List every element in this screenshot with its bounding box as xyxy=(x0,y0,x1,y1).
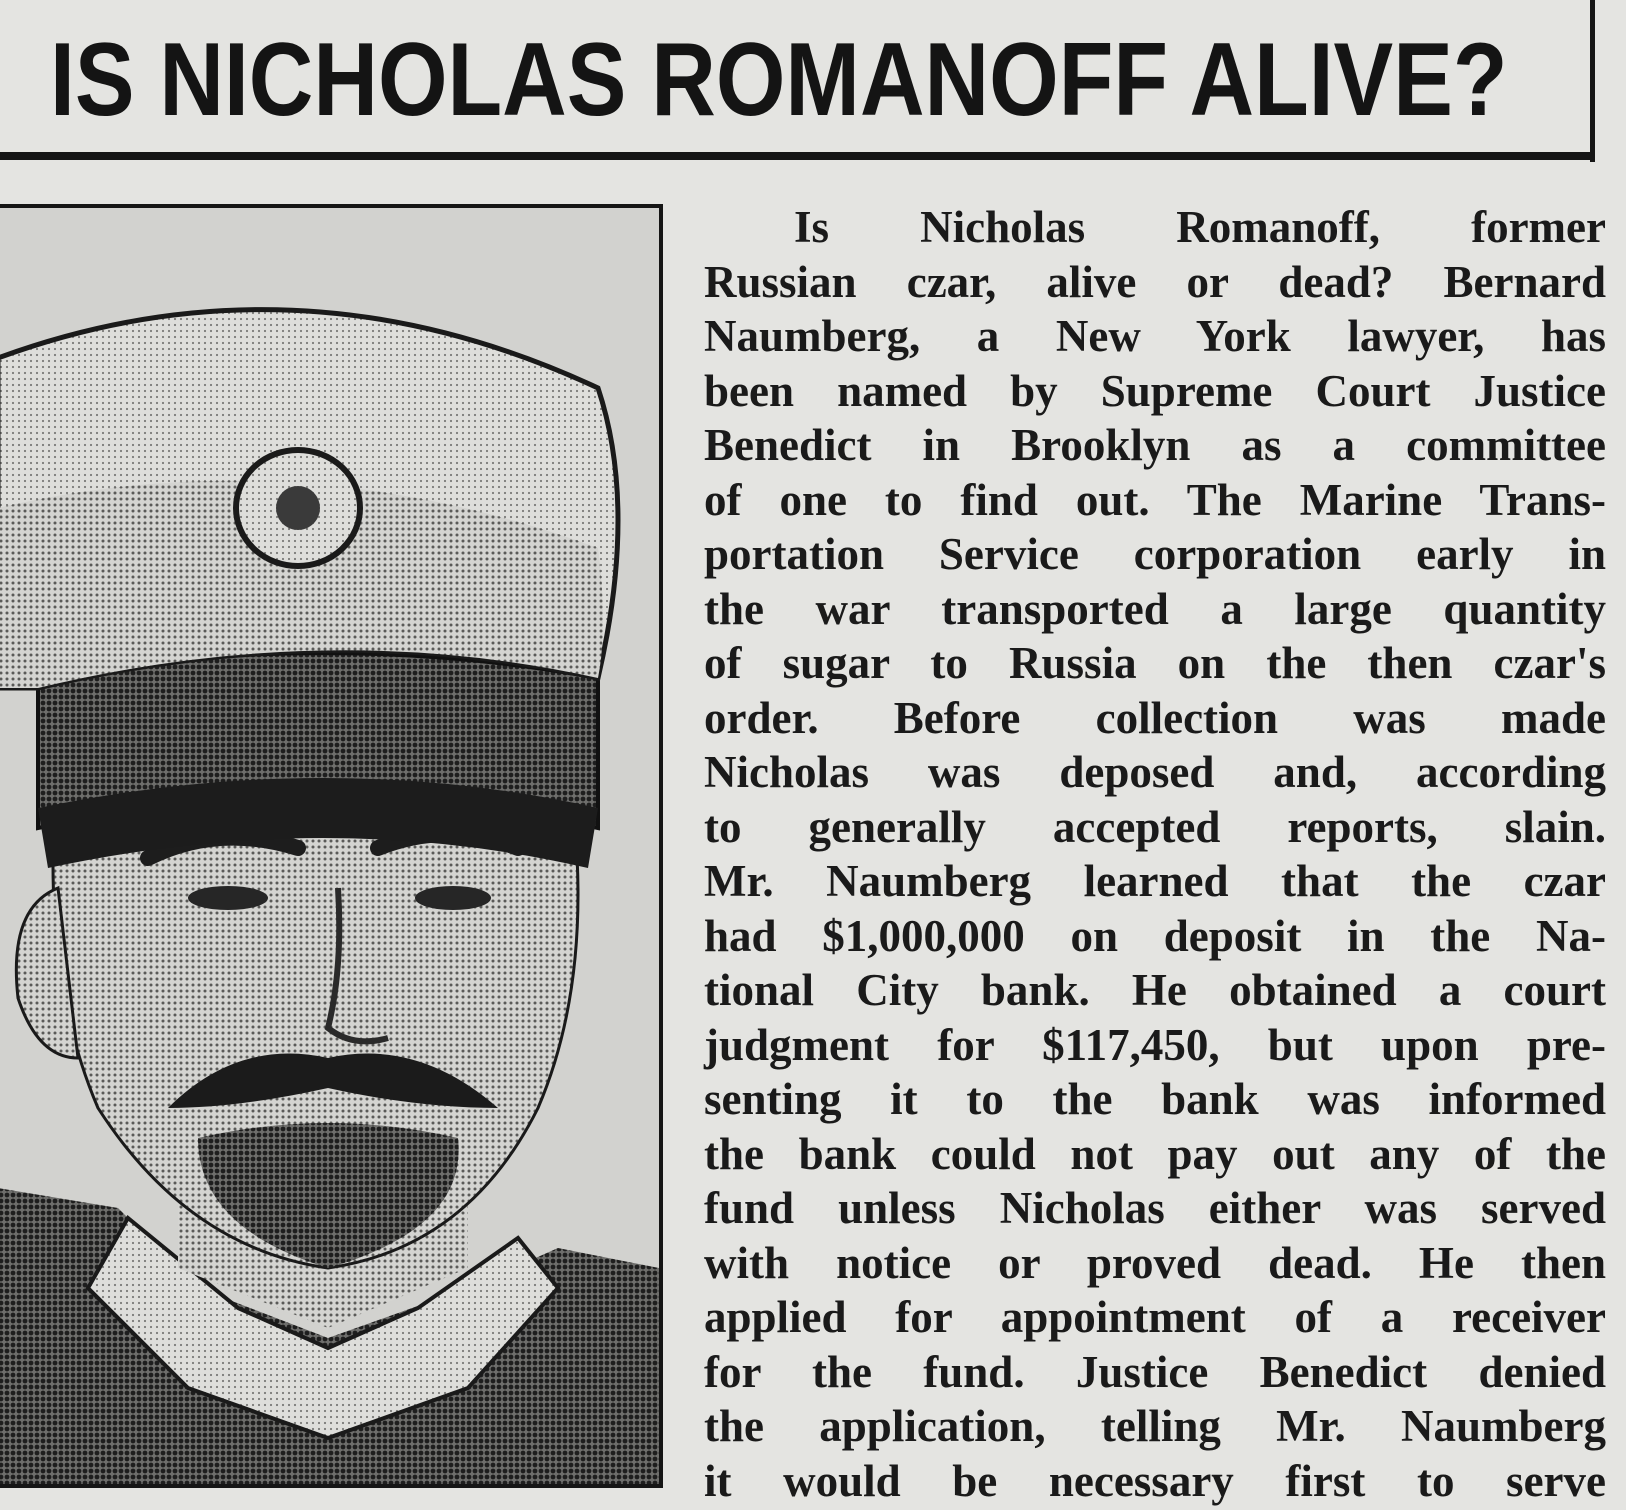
headline: IS NICHOLAS ROMANOFF ALIVE? xyxy=(50,22,1508,138)
article-line: of sugar to Russia on the then czar's xyxy=(704,638,1606,688)
article-line: fund unless Nicholas either was served xyxy=(704,1183,1606,1233)
article-line: to generally accepted reports, slain. xyxy=(704,801,1606,852)
article-line: Is Nicholas Romanoff, former xyxy=(794,202,1606,252)
article-body xyxy=(704,200,1606,1508)
article-line: Nicholas was deposed and, according xyxy=(704,747,1606,797)
article-line: Naumberg, a New York lawyer, has xyxy=(704,311,1606,361)
article-line: Russian czar, alive or dead? Bernard xyxy=(704,256,1606,307)
article-line: had $1,000,000 on deposit in the Na- xyxy=(704,910,1606,961)
article-line: order. Before collection was made xyxy=(704,692,1606,743)
article-line: senting it to the bank was informed xyxy=(704,1074,1606,1124)
article-line: with notice or proved dead. He then xyxy=(704,1237,1606,1288)
article-line: been named by Supreme Court Justice xyxy=(704,365,1606,416)
article-line: it would be necessary first to serve xyxy=(704,1455,1606,1506)
article-line: the application, telling Mr. Naumberg xyxy=(704,1401,1606,1451)
portrait-photo xyxy=(0,204,663,1488)
headline-rule xyxy=(0,152,1595,160)
portrait-illustration xyxy=(0,208,659,1484)
article-line: for the fund. Justice Benedict denied xyxy=(704,1346,1606,1397)
article-line: Mr. Naumberg learned that the czar xyxy=(704,856,1606,906)
article-line: applied for appointment of a receiver xyxy=(704,1292,1606,1342)
article-line: tional City bank. He obtained a court xyxy=(704,965,1606,1015)
article-line: the bank could not pay out any of the xyxy=(704,1128,1606,1179)
article-line: portation Service corporation early in xyxy=(704,529,1606,579)
article-line: judgment for $117,450, but upon pre- xyxy=(704,1019,1606,1070)
article-line: of one to find out. The Marine Trans- xyxy=(704,474,1606,525)
article-line: the war transported a large quantity xyxy=(704,583,1606,634)
article-line: Benedict in Brooklyn as a committee xyxy=(704,420,1606,470)
vertical-rule xyxy=(1590,0,1595,162)
